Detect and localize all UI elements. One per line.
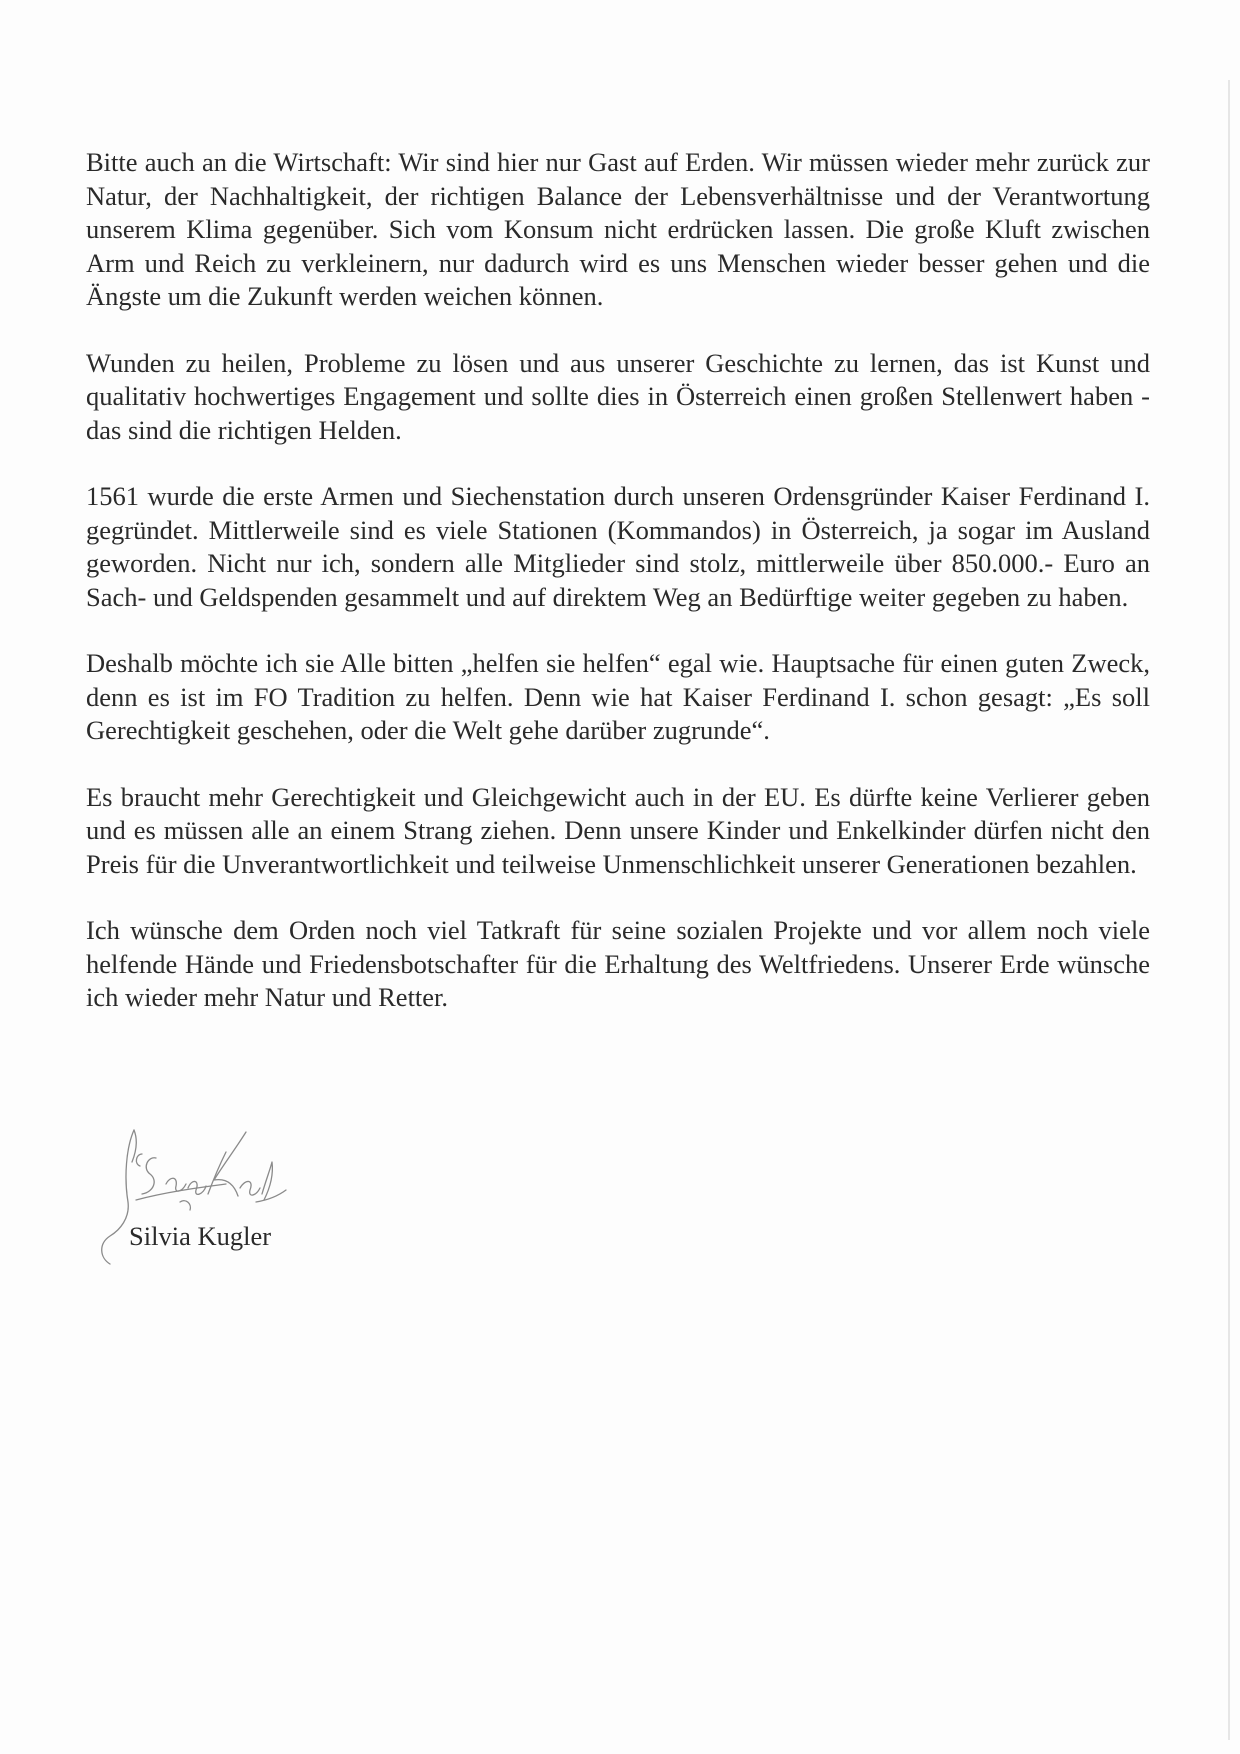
letter-body bbox=[86, 146, 1150, 1048]
signatory-name: Silvia Kugler bbox=[129, 1221, 272, 1251]
paragraph-justice: Es braucht mehr Gerechtigkeit und Gleichgewicht auch in der EU. Es dürfte keine Verlierer geben und es müssen alle an einem Strang ziehen. Denn unsere Kinder und Enkelkinder dürfen nicht den Preis für die Unverantwortlichkeit und teilweise Unmenschlichkeit unserer Generationen bezahlen. bbox=[86, 781, 1150, 879]
paragraph-economy: Bitte auch an die Wirtschaft: Wir sind hier nur Gast auf Erden. Wir müssen wieder mehr zurück zur Natur, der Nachhaltigkeit, der richtigen Balance der Lebensverhältnisse und der Verantwortung unserem Klima gegenüber. Sich vom Konsum nicht erdrücken lassen. Die große Kluft zwischen Arm und Reich zu verkleinern, nur dadurch wird es uns Menschen wieder besser gehen und die Ängste um die Zukunft werden weichen können. bbox=[86, 147, 1150, 311]
scan-edge-shadow bbox=[1228, 80, 1230, 1740]
paragraph-healing: Wunden zu heilen, Probleme zu lösen und aus unserer Geschichte zu lernen, das ist Kunst und qualitativ hochwertiges Engagement und sollte dies in Österreich einen großen Stellenwert haben - das sind die richtigen Helden. bbox=[86, 347, 1150, 445]
paragraph-history: 1561 wurde die erste Armen und Siechenstation durch unseren Ordensgründer Kaiser Ferdinand I. gegründet. Mittlerweile sind es viele Stationen (Kommandos) in Österreich, ja sogar im Ausland geworden. Nicht nur ich, sondern alle Mitglieder sind stolz, mittlerweile über 850.000.- Euro an Sach- und Geldspenden gesammelt und auf direktem Weg an Bedürftige weiter gegeben zu haben. bbox=[86, 481, 1150, 612]
paragraph-appeal: Deshalb möchte ich sie Alle bitten „helfen sie helfen“ egal wie. Hauptsache für einen guten Zweck, denn es ist im FO Tradition zu helfen. Denn wie hat Kaiser Ferdinand I. schon gesagt: „Es soll Gerechtigkeit geschehen, oder die Welt gehe darüber zugrunde“. bbox=[86, 648, 1150, 745]
paragraph-wishes: Ich wünsche dem Orden noch viel Tatkraft für seine sozialen Projekte und vor allem noch viele helfende Hände und Friedensbotschafter für die Erhaltung des Weltfriedens. Unserer Erde wünsche ich wieder mehr Natur und Retter. bbox=[86, 915, 1150, 1012]
signature-block bbox=[96, 1118, 416, 1268]
